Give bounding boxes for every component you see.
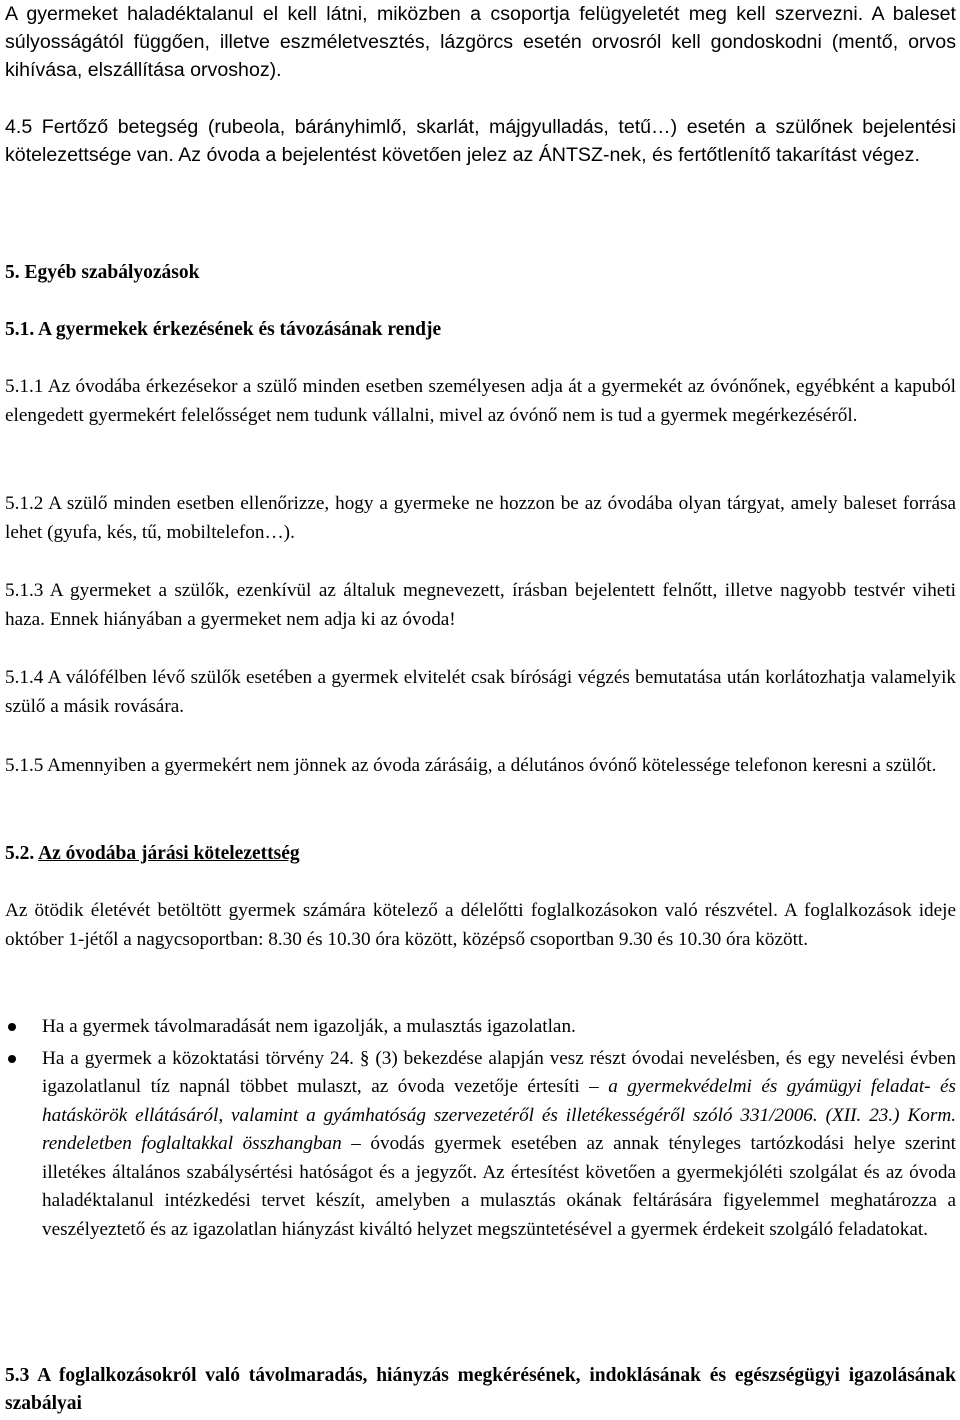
- section-5-1-5: [5, 752, 956, 781]
- paragraph-5-1-3: 5.1.3 A gyermeket a szülők, ezenkívül az általuk megnevezett, írásban bejelentett felnőtt, illetve nagyobb testvér viheti haza. Ennek hiányában a gyermeket nem adja ki az óvoda!: [5, 580, 956, 630]
- heading-5-block: [5, 259, 956, 287]
- bullet-list-block: [5, 1013, 956, 1244]
- intro-paragraph: A gyermeket haladéktalanul el kell látni, miközben a csoportja felügyeletét meg kell szervezni. A baleset súlyosságától függően, illetve eszméletvesztés, lázgörcs esetén orvosról kell gondoskodni (mentő, orvos kihívása, elszállítása orvoshoz).: [5, 3, 956, 81]
- heading-5-2-title: Az óvodába járási kötelezettség: [38, 843, 300, 864]
- paragraph-5-1-4: 5.1.4 A válófélben lévő szülők esetében a gyermek elvitelét csak bírósági végzés bemutatása után korlátozhatja valamelyik szülő a másik rovására.: [5, 667, 956, 717]
- section-5-2: [5, 897, 956, 954]
- heading-5: 5. Egyéb szabályozások: [5, 262, 200, 283]
- bullet-text-2-end: – óvodás gyermek esetében az annak tényleges tartózkodási helye szerint illetékes általános szabálysértési hatóságot és a jegyzőt. Az értesítést követően a gyermekjóléti szolgálat és az óvoda haladéktalanul intézkedési tervet készít, amelyben a mulasztás okának feltárására figyelemmel meghatározza a veszélyeztető és az igazolatlan hiányzást kiváltó helyzet megszüntetésével a gyermek érdekeit szolgáló feladatokat.: [42, 1133, 956, 1240]
- section-5-1-2: [5, 490, 956, 547]
- heading-5-2: [5, 840, 956, 868]
- bullet-text-1: Ha a gyermek távolmaradását nem igazolják, a mulasztás igazolatlan.: [42, 1016, 576, 1037]
- bullet-icon: [8, 1055, 16, 1063]
- heading-5-3-block: [5, 1362, 956, 1418]
- intro-paragraph-block: [5, 0, 956, 84]
- paragraph-5-1-2: 5.1.2 A szülő minden esetben ellenőrizze, hogy a gyermeke ne hozzon be az óvodába olyan tárgyat, amely baleset forrása lehet (gyufa, kés, tű, mobiltelefon…).: [5, 493, 956, 543]
- paragraph-4-5: 4.5 Fertőző betegség (rubeola, bárányhimlő, skarlát, májgyulladás, tetű…) esetén a szülőnek bejelentési kötelezettsége van. Az óvoda a bejelentést követően jelez az ÁNTSZ-nek, és fertőtlenítő takarítást végez.: [5, 116, 956, 166]
- heading-5-2-number: 5.2.: [5, 843, 35, 864]
- section-4-5: [5, 113, 956, 169]
- paragraph-5-1-1: 5.1.1 Az óvodába érkezésekor a szülő minden esetben személyesen adja át a gyermekét az óvónőnek, egyébként a kapuból elengedett gyermekért felelősséget nem tudunk vállalni, mivel az óvónő nem is tud a gyermek megérkezéséről.: [5, 376, 956, 426]
- heading-5-1-block: [5, 316, 956, 344]
- bullet-text-2-start: Ha a gyermek a közoktatási törvény 24. § (3) bekezdése alapján vesz részt óvodai nevelésben, és egy nevelési évben igazolatlanul tíz napnál többet mulaszt, az óvoda vezetője értesíti –: [42, 1047, 956, 1097]
- section-5-1-3: [5, 577, 956, 634]
- section-5-1-4: [5, 664, 956, 721]
- section-5-1-1: [5, 373, 956, 430]
- bullet-text-2: [42, 1045, 956, 1245]
- bullet-list: [5, 1013, 956, 1244]
- paragraph-5-1-5: 5.1.5 Amennyiben a gyermekért nem jönnek az óvoda zárásáig, a délutános óvónő kötelessége telefonon keresni a szülőt.: [5, 755, 937, 776]
- paragraph-5-2: Az ötödik életévét betöltött gyermek számára kötelező a délelőtti foglalkozásokon való részvétel. A foglalkozások ideje október 1-jétől a nagycsoportban: 8.30 és 10.30 óra között, középső csoportban 9.30 és 10.30 óra között.: [5, 900, 956, 950]
- heading-5-3: 5.3 A foglalkozásokról való távolmaradás, hiányzás megkérésének, indoklásának és egészségügyi igazolásának szabályai: [5, 1365, 956, 1414]
- bullet-icon: [8, 1023, 16, 1031]
- heading-5-1: 5.1. A gyermekek érkezésének és távozásának rendje: [5, 319, 442, 340]
- list-item: [5, 1013, 956, 1042]
- bullet-text-2-italic: a gyermekvédelmi és gyámügyi feladat- és hatáskörök ellátásáról, valamint a gyámhatóság szervezetéről és illetékességéről szóló 331/2006. (XII. 23.) Korm. rendeletben foglaltakkal összhangban: [42, 1076, 957, 1154]
- list-item: [5, 1045, 956, 1245]
- heading-5-2-block: [5, 840, 956, 868]
